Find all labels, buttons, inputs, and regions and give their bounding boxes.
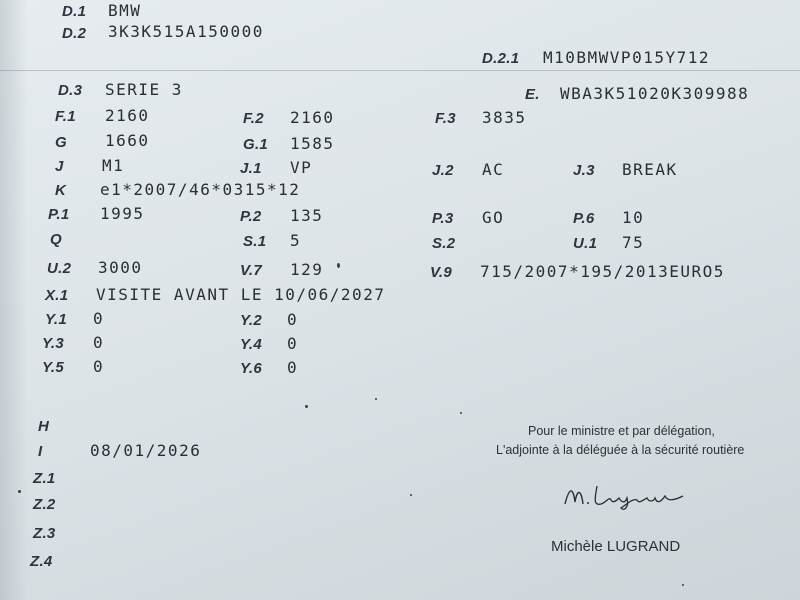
label-j2: J.2 [432, 162, 454, 179]
ink-speck [18, 490, 21, 493]
value-y5: 0 [93, 357, 105, 376]
label-i: I [38, 443, 43, 460]
label-k: K [55, 182, 67, 199]
label-z3: Z.3 [33, 525, 56, 542]
value-y6: 0 [287, 358, 299, 377]
value-d2: 3K3K515A150000 [108, 22, 264, 41]
label-y3: Y.3 [42, 335, 65, 352]
label-j: J [55, 158, 64, 175]
label-j1: J.1 [240, 160, 262, 177]
label-p1: P.1 [48, 206, 70, 223]
value-p2: 135 [290, 206, 324, 225]
label-p3: P.3 [432, 210, 454, 227]
paper-edge-shadow [0, 0, 28, 600]
ink-speck [375, 398, 377, 400]
label-g: G [55, 134, 67, 151]
value-y2: 0 [287, 310, 299, 329]
label-d2: D.2 [62, 25, 87, 42]
label-f1: F.1 [55, 108, 76, 125]
label-z4: Z.4 [30, 553, 53, 570]
label-p6: P.6 [573, 210, 595, 227]
label-h: H [38, 418, 50, 435]
label-y5: Y.5 [42, 359, 65, 376]
label-y1: Y.1 [45, 311, 68, 328]
value-x1: VISITE AVANT LE 10/06/2027 [96, 285, 386, 304]
label-d1: D.1 [62, 3, 87, 20]
label-s2: S.2 [432, 235, 456, 252]
label-y2: Y.2 [240, 312, 263, 329]
label-z1: Z.1 [33, 470, 56, 487]
label-y4: Y.4 [240, 336, 263, 353]
value-g: 1660 [105, 131, 150, 150]
ink-speck [682, 584, 684, 586]
label-z2: Z.2 [33, 496, 56, 513]
label-g1: G.1 [243, 136, 269, 153]
label-u1: U.1 [573, 235, 598, 252]
value-j: M1 [102, 156, 125, 175]
label-x1: X.1 [45, 287, 69, 304]
value-d21: M10BMWVP015Y712 [543, 48, 710, 67]
label-u2: U.2 [47, 260, 72, 277]
value-f3: 3835 [482, 108, 527, 127]
label-v9: V.9 [430, 264, 453, 281]
delegation-line-2: L'adjointe à la déléguée à la sécurité routière [496, 443, 745, 457]
value-u1: 75 [622, 233, 645, 252]
ink-speck [460, 412, 462, 414]
label-q: Q [50, 231, 62, 248]
value-u2: 3000 [98, 258, 143, 277]
value-p3: GO [482, 208, 505, 227]
value-j2: AC [482, 160, 505, 179]
value-v7: 129 [290, 260, 324, 279]
value-i: 08/01/2026 [90, 441, 202, 460]
paper-fold-line [0, 70, 800, 71]
value-y1: 0 [93, 309, 105, 328]
label-p2: P.2 [240, 208, 262, 225]
label-f3: F.3 [435, 110, 456, 127]
label-v7: V.7 [240, 262, 263, 279]
value-k: e1*2007/46*0315*12 [100, 180, 301, 199]
value-d3: SERIE 3 [105, 80, 183, 99]
value-y4: 0 [287, 334, 299, 353]
label-f2: F.2 [243, 110, 264, 127]
label-e: E. [525, 86, 540, 103]
value-e: WBA3K51020K309988 [560, 84, 750, 103]
value-f1: 2160 [105, 106, 150, 125]
value-j3: BREAK [622, 160, 678, 179]
ink-speck [410, 494, 412, 496]
value-j1: VP [290, 158, 313, 177]
handwritten-signature [555, 478, 695, 518]
value-p1: 1995 [100, 204, 145, 223]
value-y3: 0 [93, 333, 105, 352]
label-s1: S.1 [243, 233, 267, 250]
label-y6: Y.6 [240, 360, 263, 377]
label-d21: D.2.1 [482, 50, 520, 67]
value-f2: 2160 [290, 108, 335, 127]
delegation-line-1: Pour le ministre et par délégation, [528, 424, 715, 438]
ink-speck [337, 263, 340, 268]
value-p6: 10 [622, 208, 645, 227]
ink-speck [305, 405, 308, 408]
value-s1: 5 [290, 231, 302, 250]
label-j3: J.3 [573, 162, 595, 179]
signatory-name: Michèle LUGRAND [551, 538, 681, 555]
value-g1: 1585 [290, 134, 335, 153]
label-d3: D.3 [58, 82, 83, 99]
value-v9: 715/2007*195/2013EURO5 [480, 262, 725, 281]
value-d1: BMW [108, 1, 142, 20]
